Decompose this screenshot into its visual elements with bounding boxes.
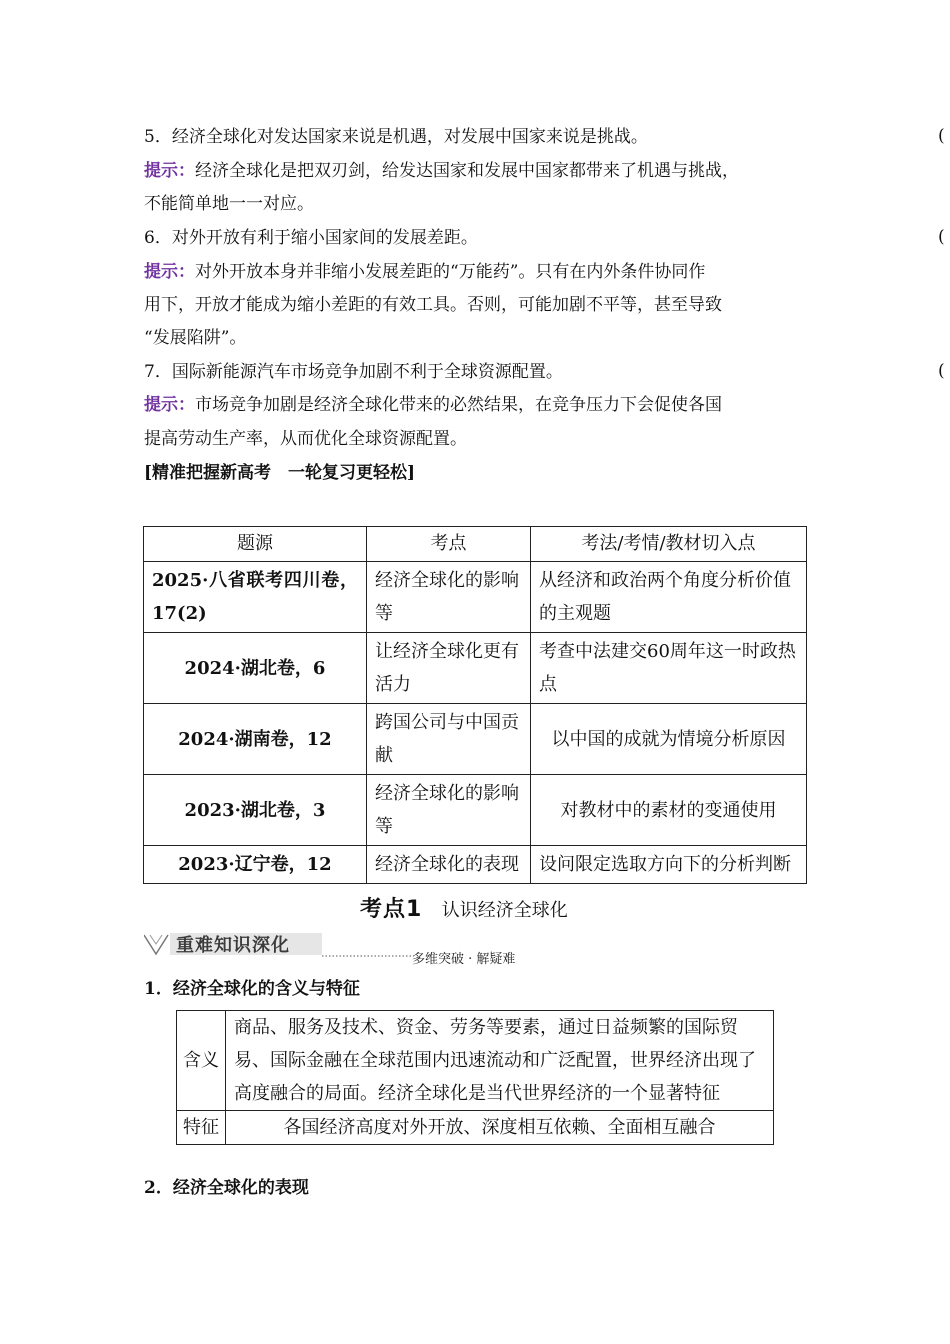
tip-5-line2: 不能简单地一一对应。 bbox=[144, 194, 314, 214]
row-angle: 从经济和政治两个角度分析价值的主观题 bbox=[531, 562, 807, 633]
paren-5: ( bbox=[938, 126, 945, 146]
heading-2: 2．经济全球化的表现 bbox=[144, 1178, 309, 1198]
def-label: 含义 bbox=[177, 1011, 226, 1111]
header-angle: 考法/考情/教材切入点 bbox=[531, 527, 807, 562]
table-header-row bbox=[144, 527, 807, 562]
row-point: 让经济全球化更有活力 bbox=[367, 633, 531, 704]
tip-7-line2: 提高劳动生产率，从而优化全球资源配置。 bbox=[144, 429, 467, 449]
row-source: 2024·湖南卷，12 bbox=[144, 704, 367, 775]
row-point: 跨国公司与中国贡献 bbox=[367, 704, 531, 775]
row-point: 经济全球化的表现 bbox=[367, 846, 531, 884]
heading-1: 1．经济全球化的含义与特征 bbox=[144, 979, 360, 999]
def-text: 商品、服务及技术、资金、劳务等要素，通过日益频繁的国际贸易、国际金融在全球范围内迅速流动和广泛配置，世界经济出现了高度融合的局面。经济全球化是当代世界经济的一个显著特征 bbox=[226, 1011, 774, 1111]
tip-5: 提示：经济全球化是把双刃剑，给发达国家和发展中国家都带来了机遇与挑战， bbox=[144, 161, 739, 181]
row-angle: 考查中法建交60周年这一时政热点 bbox=[531, 633, 807, 704]
section-banner bbox=[144, 930, 564, 970]
row-point: 经济全球化的影响等 bbox=[367, 562, 531, 633]
section-sub: 多维突破 · 解疑难 bbox=[412, 952, 516, 967]
tip-label: 提示： bbox=[144, 262, 195, 282]
tip-6-line3: “发展陷阱”。 bbox=[144, 328, 247, 348]
row-source: 2025·八省联考四川卷，17(2) bbox=[144, 562, 367, 633]
table-row bbox=[144, 633, 807, 704]
def-text: 各国经济高度对外开放、深度相互依赖、全面相互融合 bbox=[226, 1111, 774, 1145]
table-row bbox=[144, 562, 807, 633]
row-angle: 以中国的成就为情境分析原因 bbox=[531, 704, 807, 775]
kaodian-heading bbox=[360, 892, 568, 923]
paren-6: ( bbox=[938, 227, 945, 247]
definition-table bbox=[176, 1010, 774, 1145]
kaodian-label: 考点1 bbox=[360, 897, 423, 922]
header-point: 考点 bbox=[367, 527, 531, 562]
paren-7: ( bbox=[938, 361, 945, 381]
row-angle: 设问限定选取方向下的分析判断 bbox=[531, 846, 807, 884]
row-point: 经济全球化的影响等 bbox=[367, 775, 531, 846]
banner: [精准把握新高考 一轮复习更轻松] bbox=[144, 463, 416, 483]
table-row bbox=[177, 1011, 774, 1111]
tip-label: 提示： bbox=[144, 395, 195, 415]
row-source: 2024·湖北卷，6 bbox=[144, 633, 367, 704]
statement-6: 6．对外开放有利于缩小国家间的发展差距。 bbox=[144, 228, 478, 248]
row-source: 2023·辽宁卷，12 bbox=[144, 846, 367, 884]
kaodian-title: 认识经济全球化 bbox=[441, 900, 568, 921]
row-angle: 对教材中的素材的变通使用 bbox=[531, 775, 807, 846]
table-row bbox=[144, 704, 807, 775]
tip-7: 提示：市场竞争加剧是经济全球化带来的必然结果，在竞争压力下会促使各国 bbox=[144, 395, 722, 415]
table-row bbox=[144, 775, 807, 846]
section-title: 重难知识深化 bbox=[176, 935, 290, 956]
exam-table bbox=[143, 526, 807, 884]
table-row bbox=[144, 846, 807, 884]
statement-7: 7．国际新能源汽车市场竞争加剧不利于全球资源配置。 bbox=[144, 362, 563, 382]
def-label: 特征 bbox=[177, 1111, 226, 1145]
row-source: 2023·湖北卷，3 bbox=[144, 775, 367, 846]
tip-6-line2: 用下，开放才能成为缩小差距的有效工具。否则，可能加剧不平等，甚至导致 bbox=[144, 295, 722, 315]
statement-5: 5．经济全球化对发达国家来说是机遇，对发展中国家来说是挑战。 bbox=[144, 127, 648, 147]
tip-label: 提示： bbox=[144, 161, 195, 181]
tip-6: 提示：对外开放本身并非缩小发展差距的“万能药”。只有在内外条件协同作 bbox=[144, 262, 706, 282]
table-row bbox=[177, 1111, 774, 1145]
header-source: 题源 bbox=[144, 527, 367, 562]
